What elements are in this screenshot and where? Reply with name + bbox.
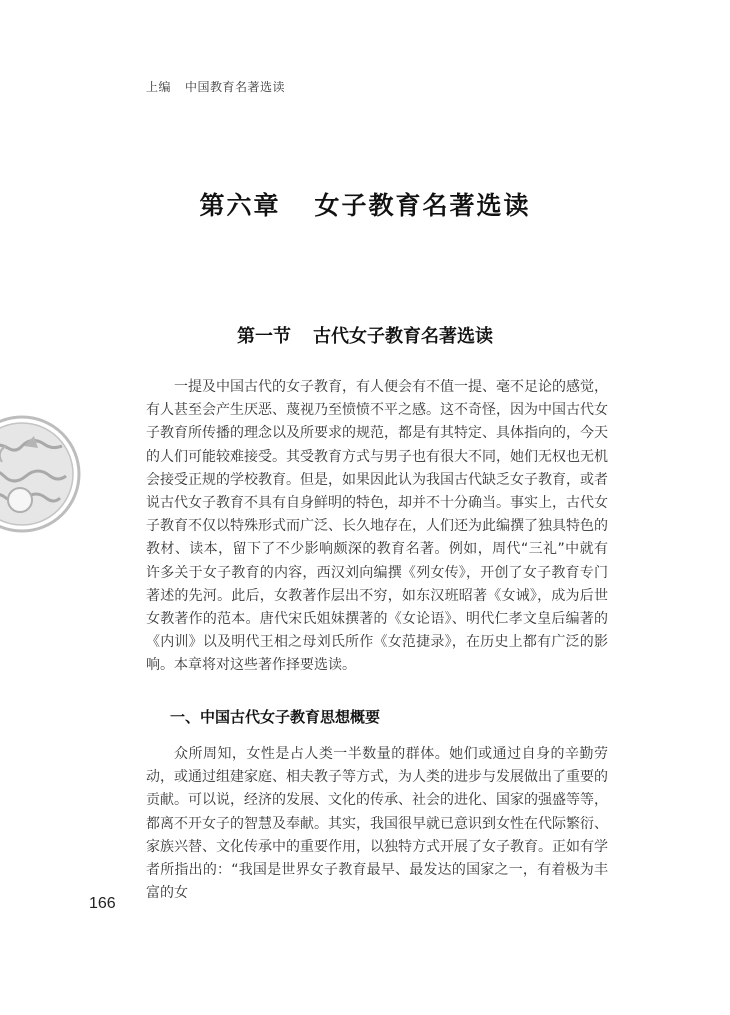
running-head-title: 中国教育名著选读 [185,80,286,94]
decorative-emblem [0,414,82,534]
body-paragraph-2: 众所周知，女性是占人类一半数量的群体。她们或通过自身的辛勤劳动，或通过组建家庭、相夫教子等方式，为人类的进步与发展做出了重要的贡献。可以说，经济的发展、文化的传承、社会的进化、国家的强盛等等，都离不开女子的智慧及奉献。其实，我国很早就已意识到女性在代际繁衍、家族兴替、文化传承中的重要作用，以独特方式开展了女子教育。正如有学者所指出的：“我国是世界女子教育最早、最发达的国家之一，有着极为丰富的女 [146,746,608,902]
section-title-text: 古代女子教育名著选读 [313,326,493,347]
chapter-number: 第六章 [199,191,281,220]
section-title [0,322,730,348]
running-head-part: 上编 [146,80,172,94]
section-number: 第一节 [237,326,291,347]
body-paragraph-1: 一提及中国古代的女子教育，有人便会有不值一提、毫不足论的感觉，有人甚至会产生厌恶、蔑视乃至愤愤不平之感。这不奇怪，因为中国古代女子教育所传播的理念以及所要求的规范，都是有其特定、具体指向的，今天的人们可能较难接受。其受教育方式与男子也有很大不同，她们无权也无机会接受正规的学校教育。但是，如果因此认为我国古代缺乏女子教育，或者说古代女子教育不具有自身鲜明的特色，却并不十分确当。事实上，古代女子教育不仅以特殊形式而广泛、长久地存在，人们还为此编撰了独具特色的教材、读本，留下了不少影响颇深的教育名著。例如，周代“三礼”中就有许多关于女子教育的内容，西汉刘向编撰《列女传》，开创了女子教育专门著述的先河。此后，女教著作层出不穷，如东汉班昭著《女诫》，成为后世女教著作的范本。唐代宋氏姐妹撰著的《女论语》、明代仁孝文皇后编著的《内训》以及明代王相之母刘氏所作《女范捷录》，在历史上都有广泛的影响。本章将对这些著作择要选读。 [146,379,608,674]
running-head [146,78,285,95]
page-number: 166 [89,895,116,912]
chapter-title-text: 女子教育名著选读 [314,191,531,220]
subsection-heading [170,706,380,727]
subsection-number: 一、 [170,708,201,726]
chapter-title [0,186,730,222]
subsection-title: 中国古代女子教育思想概要 [200,708,381,726]
